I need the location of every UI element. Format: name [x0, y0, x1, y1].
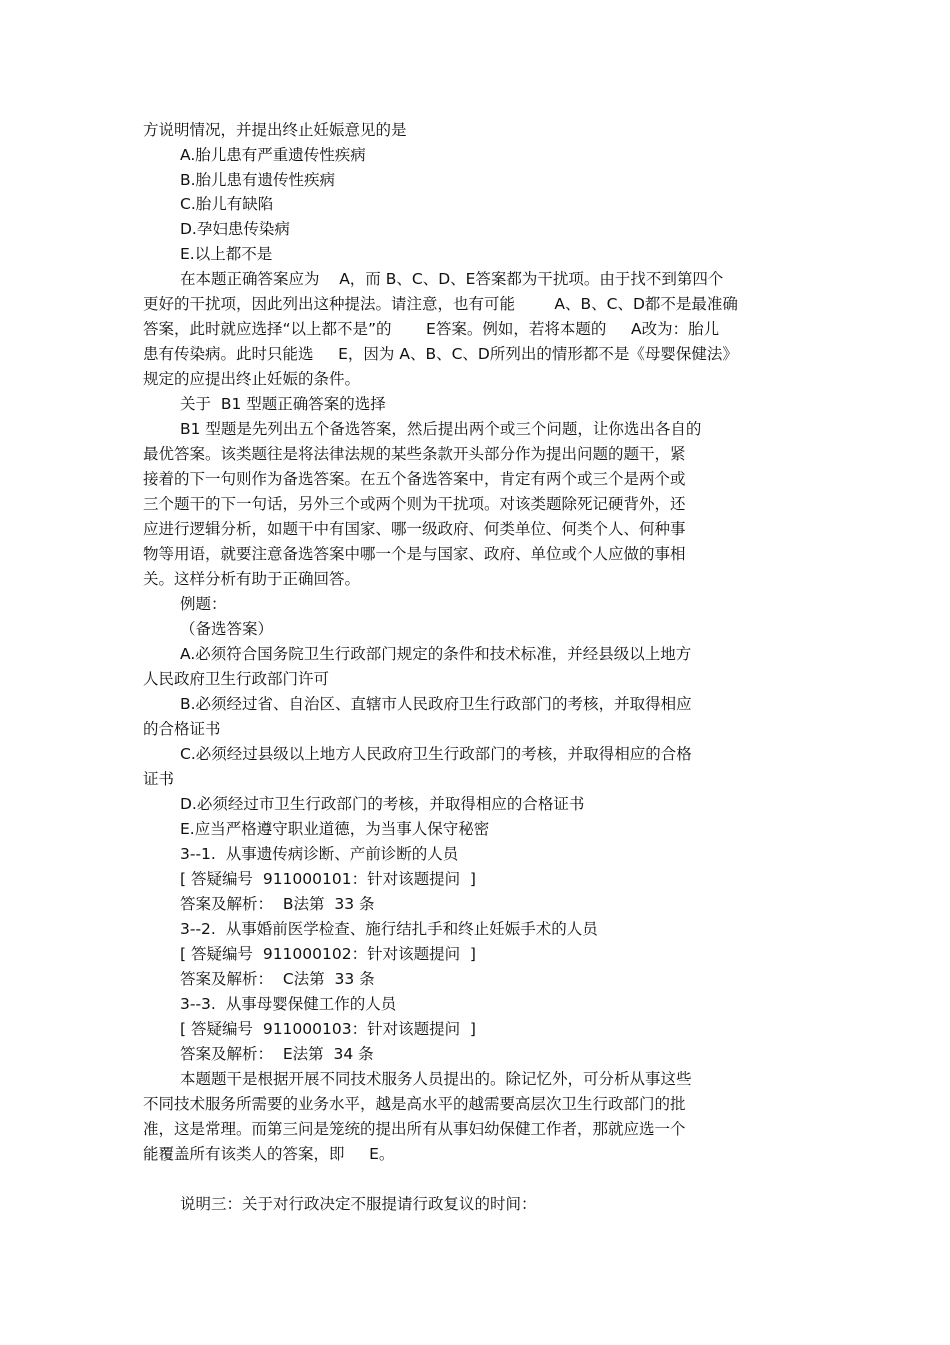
option-line: A.胎儿患有严重遗传性疾病 [180, 146, 366, 164]
paragraph-line: 答案，此时就应选择“以上都不是”的 E答案。例如，若将本题的 A改为：胎儿 [143, 320, 720, 338]
question-line: 3--3. 从事母婴保健工作的人员 [180, 995, 397, 1013]
option-line: B.必须经过省、自治区、直辖市人民政府卫生行政部门的考核，并取得相应 [180, 695, 692, 713]
paragraph-line: 患有传染病。此时只能选 E，因为 A、B、C、D所列出的情形都不是《母婴保健法》 [143, 345, 738, 363]
option-line: E.以上都不是 [180, 245, 273, 263]
paragraph-line: 关。这样分析有助于正确回答。 [143, 570, 361, 588]
qa-id-line: [ 答疑编号 911000101：针对该题提问 ] [180, 870, 476, 888]
paragraph-line: 物等用语，就要注意备选答案中哪一个是与国家、政府、单位或个人应做的事相 [143, 545, 686, 563]
paragraph-line: 接着的下一句则作为备选答案。在五个备选答案中，肯定有两个或三个是两个或 [143, 470, 686, 488]
text-line: 方说明情况，并提出终止妊娠意见的是 [143, 121, 407, 139]
paragraph-line: 在本题正确答案应为 A，而 B、C、D、E答案都为干扰项。由于找不到第四个 [180, 270, 724, 288]
option-line: 证书 [143, 770, 175, 788]
question-line: 3--2. 从事婚前医学检查、施行结扎手和终止妊娠手术的人员 [180, 920, 598, 938]
option-line: D.必须经过市卫生行政部门的考核，并取得相应的合格证书 [180, 795, 585, 813]
example-label: 例题： [180, 595, 227, 613]
paragraph-line: 能覆盖所有该类人的答案，即 E。 [143, 1145, 395, 1163]
section-heading: 说明三：关于对行政决定不服提请行政复议的时间： [180, 1195, 537, 1213]
qa-id-line: [ 答疑编号 911000102：针对该题提问 ] [180, 945, 476, 963]
qa-id-line: [ 答疑编号 911000103：针对该题提问 ] [180, 1020, 476, 1038]
paragraph-line: 规定的应提出终止妊娠的条件。 [143, 370, 361, 388]
option-line: C.胎儿有缺陷 [180, 195, 274, 213]
answer-line: 答案及解析： E法第 34 条 [180, 1045, 374, 1063]
option-line: B.胎儿患有遗传性疾病 [180, 171, 336, 189]
answer-line: 答案及解析： B法第 33 条 [180, 895, 375, 913]
section-heading: 关于 B1 型题正确答案的选择 [180, 395, 386, 413]
paragraph-line: 准，这是常理。而第三问是笼统的提出所有从事妇幼保健工作者，那就应选一个 [143, 1120, 686, 1138]
answer-line: 答案及解析： C法第 33 条 [180, 970, 375, 988]
option-line: E.应当严格遵守职业道德，为当事人保守秘密 [180, 820, 490, 838]
option-line: 的合格证书 [143, 720, 221, 738]
paragraph-line: 本题题干是根据开展不同技术服务人员提出的。除记忆外，可分析从事这些 [180, 1070, 692, 1088]
option-line: C.必须经过县级以上地方人民政府卫生行政部门的考核，并取得相应的合格 [180, 745, 692, 763]
paragraph-line: B1 型题是先列出五个备选答案，然后提出两个或三个问题，让你选出各自的 [180, 420, 702, 438]
option-line: A.必须符合国务院卫生行政部门规定的条件和技术标准，并经县级以上地方 [180, 645, 692, 663]
paragraph-line: 不同技术服务所需要的业务水平，越是高水平的越需要高层次卫生行政部门的批 [143, 1095, 686, 1113]
option-line: 人民政府卫生行政部门许可 [143, 670, 330, 688]
options-heading: （备选答案） [180, 620, 274, 638]
paragraph-line: 应进行逻辑分析，如题干中有国家、哪一级政府、何类单位、何类个人、何种事 [143, 520, 686, 538]
paragraph-line: 三个题干的下一句话，另外三个或两个则为干扰项。对该类题除死记硬背外，还 [143, 495, 686, 513]
paragraph-line: 最优答案。该类题往是将法律法规的某些条款开头部分作为提出问题的题干，紧 [143, 445, 686, 463]
paragraph-line: 更好的干扰项，因此列出这种提法。请注意，也有可能 A、B、C、D都不是最准确 [143, 295, 738, 313]
option-line: D.孕妇患传染病 [180, 220, 290, 238]
question-line: 3--1. 从事遗传病诊断、产前诊断的人员 [180, 845, 459, 863]
